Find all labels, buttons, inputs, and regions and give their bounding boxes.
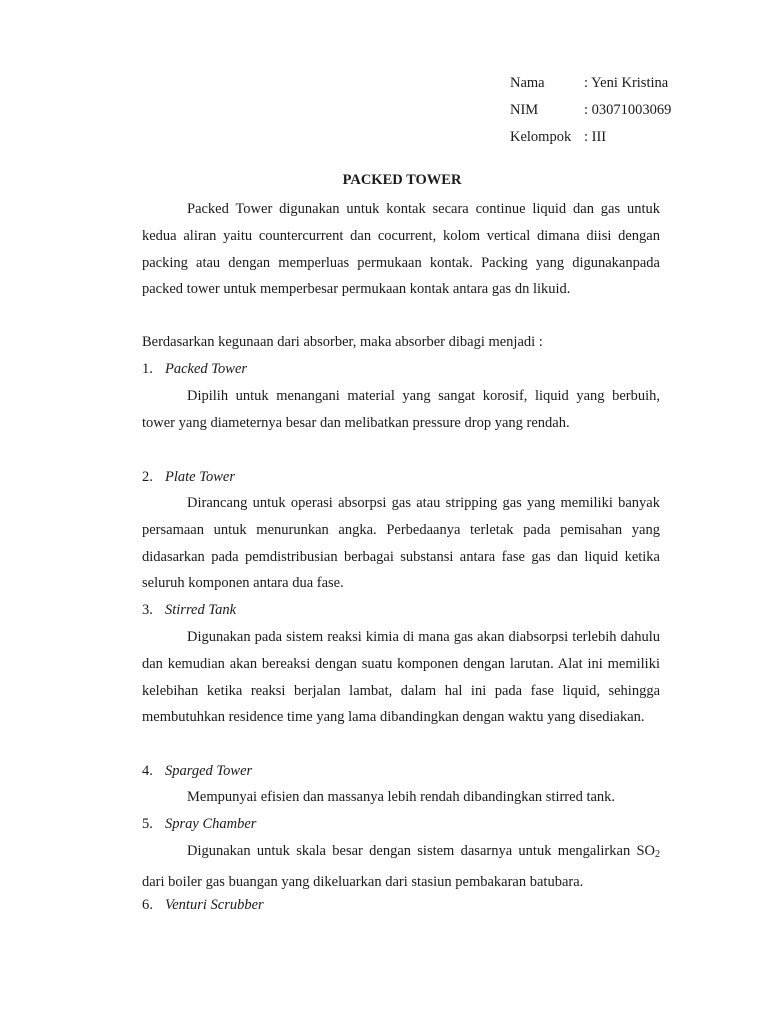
intro-text: Packed Tower digunakan untuk kontak secara continue liquid dan gas untuk kedua aliran yaitu countercurrent dan cocurrent, kolom vertical dimana diisi dengan packing atau dengan memperluas permukaan kontak. Packing yang digunakanpada packed tower untuk memperbesar permukaan kontak antara gas dn likuid. [142, 201, 660, 298]
item-description-text: Digunakan pada sistem reaksi kimia di mana gas akan diabsorpsi terlebih dahulu dan kemudian akan bereaksi dengan suatu komponen dengan larutan. Alat ini memiliki kelebihan ketika reaksi berjalan lambat, dalam hal ini pada fase liquid, sehingga membutuhkan residence time yang lama dibandingkan dengan waktu yang disediakan. [142, 629, 660, 726]
group-row [510, 126, 671, 153]
item-number: 3. [142, 602, 153, 618]
document-title: PACKED TOWER [342, 172, 462, 188]
item-number: 1. [142, 361, 153, 377]
group-value: : III [584, 129, 607, 145]
name-label: Nama [510, 75, 545, 91]
name-value: : Yeni Kristina [584, 75, 669, 91]
list-item-heading [142, 358, 247, 380]
item-description [142, 624, 660, 731]
item-title: Sparged Tower [165, 763, 253, 779]
item-description [142, 383, 660, 437]
item-title: Venturi Scrubber [165, 897, 264, 913]
item-number: 5. [142, 816, 153, 832]
nim-label: NIM [510, 102, 539, 118]
list-item-heading [142, 813, 256, 835]
lead-sentence: Berdasarkan kegunaan dari absorber, maka absorber dibagi menjadi : [142, 334, 543, 350]
item-description-text: Digunakan untuk skala besar dengan sistem dasarnya untuk mengalirkan SO [187, 843, 655, 859]
item-number: 2. [142, 469, 153, 485]
subscript-text: 2 [655, 849, 660, 860]
list-item-heading [142, 466, 235, 488]
list-item-heading [142, 894, 264, 916]
item-title: Plate Tower [165, 469, 235, 485]
item-description [142, 490, 660, 597]
item-description [142, 784, 660, 811]
nim-value: : 03071003069 [584, 102, 672, 118]
item-description-text: Dirancang untuk operasi absorpsi gas atau stripping gas yang memiliki banyak persamaan untuk menurunkan angka. Perbedaanya terletak pada pemisahan yang didasarkan pada pemdistribusian berbagai substansi antara fase gas dan liquid ketika seluruh komponen antara dua fase. [142, 495, 660, 592]
nim-row [510, 99, 671, 126]
item-description [142, 838, 660, 896]
item-number: 4. [142, 763, 153, 779]
list-item-heading [142, 599, 236, 621]
item-title: Spray Chamber [165, 816, 257, 832]
item-title: Packed Tower [165, 361, 248, 377]
item-description-text: Dipilih untuk menangani material yang sangat korosif, liquid yang berbuih, tower yang diameternya besar dan melibatkan pressure drop yang rendah. [142, 388, 660, 431]
item-number: 6. [142, 897, 153, 913]
intro-paragraph [142, 196, 660, 303]
list-item-heading [142, 760, 252, 782]
item-description-text: dari boiler gas buangan yang dikeluarkan dari stasiun pembakaran batubara. [142, 873, 584, 890]
group-label: Kelompok [510, 129, 572, 145]
item-title: Stirred Tank [165, 602, 237, 618]
name-row [510, 72, 671, 99]
item-description-text: Mempunyai efisien dan massanya lebih rendah dibandingkan stirred tank. [187, 789, 616, 805]
identity-block [510, 72, 671, 153]
